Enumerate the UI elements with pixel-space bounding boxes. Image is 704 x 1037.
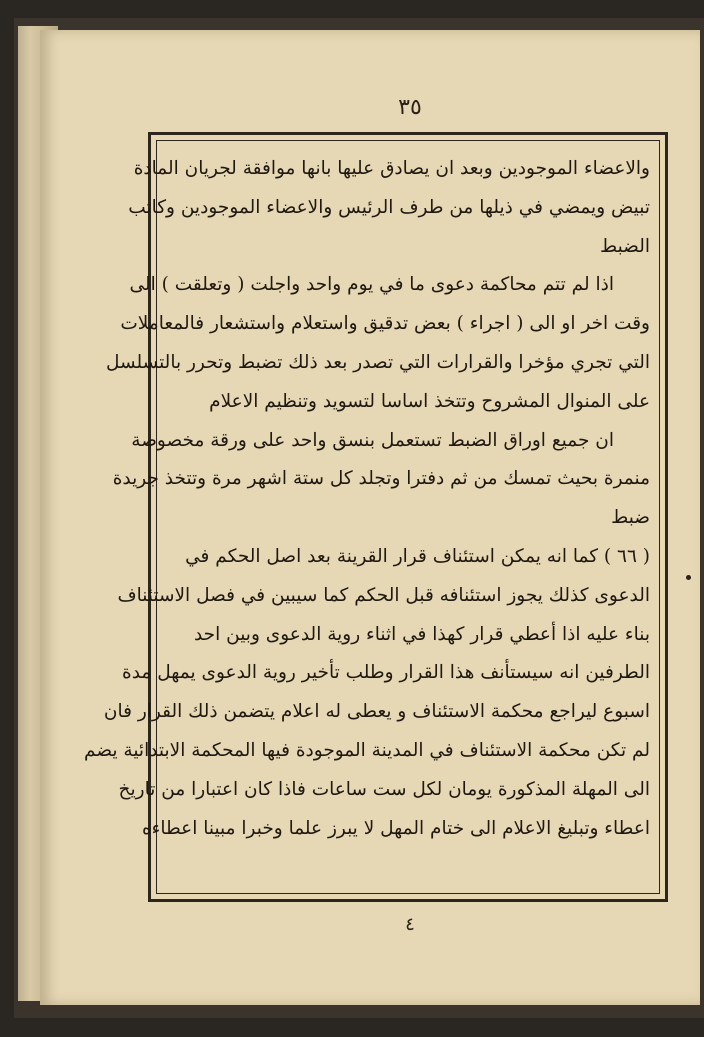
text-line: تبيض ويمضي في ذيلها من طرف الرئيس والاعضاء الموجودين وكاتب: [128, 196, 650, 218]
page-number: ٣٥: [398, 95, 422, 120]
text-line: ان جميع اوراق الضبط تستعمل بنسق واحد على ورقة مخصوصة: [131, 429, 614, 451]
text-line: بناء عليه اذا أعطي قرار كهذا في اثناء روية الدعوى وبين احد: [193, 623, 650, 645]
body-text: [84, 150, 650, 848]
text-line: الطرفين انه سيستأنف هذا القرار وطلب تأخير روية الدعوى يمهل مدة: [122, 662, 650, 684]
text-line: اعطاء وتبليغ الاعلام الى ختام المهل لا يبرز علما وخبرا مبينا اعطاءه: [141, 817, 650, 839]
text-line: على المنوال المشروح وتتخذ اساسا لتسويد وتنظيم الاعلام: [209, 390, 650, 412]
text-line: التي تجري مؤخرا والقرارات التي تصدر بعد ذلك تضبط وتحرر بالتسلسل: [105, 351, 650, 373]
text-line: الى المهلة المذكورة يومان لكل ست ساعات فاذا كان اعتبارا من تاريخ: [118, 778, 650, 800]
text-line: ضبط: [611, 507, 650, 529]
text-line: منمرة بحيث تمسك من ثم دفترا وتجلد كل ستة اشهر مرة وتتخذ جريدة: [112, 468, 650, 490]
text-line: اذا لم تتم محاكمة دعوى ما في يوم واحد واجلت ( وتعلقت ) الى: [129, 274, 614, 296]
text-line: وقت اخر او الى ( اجراء ) بعض تدقيق واستعلام واستشعار فالمعاملات: [120, 313, 650, 335]
text-line: والاعضاء الموجودين وبعد ان يصادق عليها بانها موافقة لجريان المادة: [133, 158, 650, 179]
signature-mark: ٤: [405, 914, 415, 935]
text-line: الدعوى كذلك يجوز استئنافه قبل الحكم كما سيبين في فصل الاستئناف: [117, 584, 650, 606]
text-line: لم تكن محكمة الاستئناف في المدينة الموجودة فيها المحكمة الابتدائية يضم: [84, 739, 650, 761]
text-line: اسبوع ليراجع محكمة الاستئناف و يعطى له اعلام يتضمن ذلك القرار فان: [103, 701, 650, 723]
margin-dot: [686, 575, 691, 580]
text-line: ( ٦٦ ) كما انه يمكن استئناف قرار القرينة بعد اصل الحكم في: [185, 545, 650, 567]
text-line: الضبط: [600, 235, 650, 257]
